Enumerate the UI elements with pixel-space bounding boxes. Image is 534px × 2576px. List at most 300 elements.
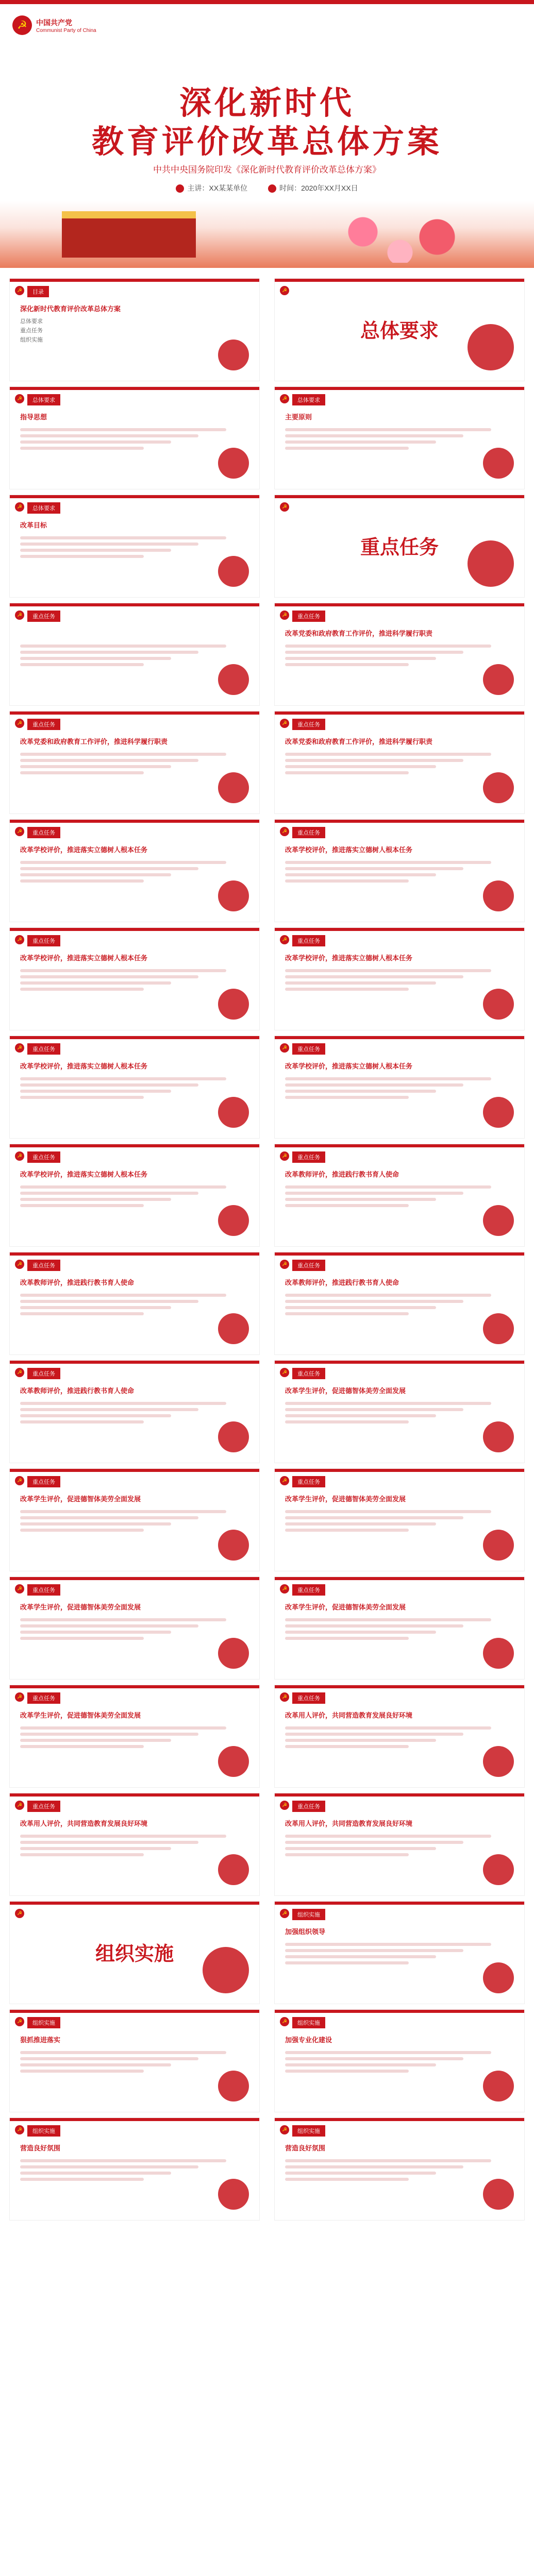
slide-red-band [275,495,524,498]
slide-heading: 狠抓推进落实 [20,2036,61,2044]
text-placeholder-line [285,1096,409,1099]
party-emblem-icon: ☭ [280,1476,289,1485]
slide-row [0,1036,534,1144]
text-placeholder-line [285,1726,491,1730]
slide-red-band [10,495,259,498]
text-placeholder-line [285,434,463,437]
date-meta [268,183,358,193]
slide-tag: 重点任务 [27,1692,60,1704]
text-placeholder-line [285,867,463,870]
section-title: 总体要求 [360,319,439,342]
slide-body [20,1832,249,1859]
slide-tag: 组织实施 [292,2125,325,2137]
slide-tag: 总体要求 [27,502,60,514]
text-placeholder-line [20,536,226,539]
slide-body [285,966,514,994]
text-placeholder-line [285,645,491,648]
text-placeholder-line [285,1185,491,1189]
text-placeholder-line [285,1943,491,1946]
slide-thumbnail[interactable] [274,1144,525,1247]
text-placeholder-line [20,440,171,444]
decorative-red-shape-icon [483,2071,514,2102]
presenter-label: 主讲：XX某某单位 [187,184,248,192]
decorative-red-shape-icon [483,448,514,479]
decorative-red-shape-icon [218,2179,249,2210]
slide-body [285,641,514,669]
decorative-red-shape-icon [483,1638,514,1669]
slide-heading: 改革目标 [20,521,47,529]
party-emblem-icon: ☭ [280,719,289,728]
slide-thumbnail[interactable] [9,603,260,706]
decorative-red-shape-icon [483,1854,514,1885]
text-placeholder-line [20,1414,171,1417]
slide-red-band [275,1793,524,1797]
slide-thumbnail[interactable] [9,1901,260,2004]
slide-heading: 改革学生评价，促进德智体美劳全面发展 [285,1495,406,1503]
slide-tag: 重点任务 [292,1584,325,1596]
text-placeholder-line [20,1745,144,1748]
text-placeholder-line [285,1529,409,1532]
slide-thumbnail[interactable] [274,495,525,598]
slide-red-band [10,711,259,715]
text-placeholder-line [20,753,226,756]
text-placeholder-line [285,1294,491,1297]
decorative-red-shape-icon [218,1313,249,1344]
slide-thumbnail[interactable] [9,1252,260,1355]
slide-thumbnail[interactable] [274,1252,525,1355]
slide-body [20,1291,249,1318]
slide-heading: 改革用人评价，共同营造教育发展良好环境 [20,1820,148,1827]
text-placeholder-line [20,1402,226,1405]
text-placeholder-line [20,645,226,648]
party-emblem-icon: ☭ [280,1692,289,1702]
slide-row [0,495,534,603]
top-red-bar [0,0,534,4]
decorative-red-shape-icon [218,664,249,695]
text-placeholder-line [285,1077,491,1080]
slide-red-band [10,2118,259,2121]
text-placeholder-line [285,1306,436,1309]
slide-thumbnail[interactable] [9,2117,260,2221]
text-placeholder-line [285,2057,463,2060]
text-placeholder-line [20,1835,226,1838]
slide-body [285,1615,514,1643]
text-placeholder-line [285,1414,436,1417]
text-placeholder-line [20,765,171,768]
party-emblem-icon: ☭ [15,2017,24,2026]
text-placeholder-line [20,543,198,546]
text-placeholder-line [285,440,436,444]
decorative-red-shape-icon [483,1421,514,1452]
slide-heading: 改革学校评价，推进落实立德树人根本任务 [20,1062,148,1070]
slide-body-item: 总体要求 [20,318,43,325]
slide-tag: 组织实施 [292,1909,325,1920]
slide-heading: 改革学生评价，促进德智体美劳全面发展 [20,1711,141,1719]
text-placeholder-line [20,1420,144,1423]
slide-body [285,1832,514,1859]
decorative-red-shape-icon [218,448,249,479]
slide-thumbnail[interactable] [9,819,260,922]
text-placeholder-line [285,1090,436,1093]
decorative-red-shape-icon [218,772,249,803]
party-emblem-icon: ☭ [15,1801,24,1810]
slide-red-band [10,1793,259,1797]
slide-thumbnail[interactable] [9,386,260,489]
slide-heading: 改革党委和政府教育工作评价，推进科学履行职责 [20,738,168,745]
slide-red-band [10,603,259,606]
decorative-red-shape-icon [483,1097,514,1128]
slide-body [285,2048,514,2076]
text-placeholder-line [20,969,226,972]
slide-row [0,1685,534,1793]
slide-tag: 重点任务 [27,1260,60,1271]
party-emblem-icon: ☭ [15,1584,24,1594]
decorative-red-shape-icon [483,989,514,1020]
slide-heading: 改革教师评价，推进践行教书育人使命 [20,1387,135,1395]
slide-thumbnail[interactable] [274,1685,525,1788]
text-placeholder-line [285,1955,436,1958]
slide-body [285,2156,514,2184]
slide-red-band [10,1144,259,1147]
decorative-red-shape-icon [483,1205,514,1236]
party-emblem-icon: ☭ [15,1043,24,1053]
slide-body [285,858,514,886]
party-emblem-icon: ☭ [15,1151,24,1161]
slide-body [285,1507,514,1535]
slide-thumbnail[interactable] [274,2009,525,2112]
section-title: 重点任务 [360,535,439,558]
party-emblem-icon: ☭ [15,394,24,403]
text-placeholder-line [285,1733,463,1736]
cover-subtitle: 中共中央国务院印发《深化新时代教育评价改革总体方案》 [153,165,381,175]
slide-heading: 改革学校评价，推进落实立德树人根本任务 [285,1062,413,1070]
slide-body [20,1723,249,1751]
text-placeholder-line [285,879,409,883]
slide-heading: 改革学生评价，促进德智体美劳全面发展 [285,1387,406,1395]
text-placeholder-line [20,2051,226,2054]
tiananmen-gate-icon [62,211,196,258]
slide-thumbnail[interactable] [274,386,525,489]
text-placeholder-line [20,663,144,666]
slide-thumbnail[interactable] [274,1036,525,1139]
party-emblem-icon: ☭ [15,719,24,728]
decorative-red-shape-icon [218,1097,249,1128]
text-placeholder-line [285,1739,436,1742]
slide-row [0,1144,534,1252]
text-placeholder-line [285,663,409,666]
party-emblem-icon: ☭ [280,2125,289,2134]
calendar-icon [268,184,276,193]
slide-thumbnail[interactable] [9,1577,260,1680]
slide-thumbnail[interactable] [274,1468,525,1571]
text-placeholder-line [20,555,144,558]
slide-body [285,1399,514,1427]
decorative-red-shape-icon [483,1746,514,1777]
text-placeholder-line [20,867,198,870]
party-emblem-icon: ☭ [280,1368,289,1377]
decorative-red-shape-icon [218,340,249,370]
party-emblem-icon: ☭ [15,935,24,944]
slide-tag: 重点任务 [292,1368,325,1379]
decorative-red-shape-icon [218,556,249,587]
text-placeholder-line [285,2159,491,2162]
slide-red-band [275,2118,524,2121]
party-emblem-icon: ☭ [280,2017,289,2026]
party-logo [12,15,96,35]
text-placeholder-line [285,1198,436,1201]
slide-body [20,966,249,994]
text-placeholder-line [20,861,226,864]
slide-body [20,317,249,345]
cover-title-line2: 教育评价改革总体方案 [91,123,442,160]
text-placeholder-line [285,969,491,972]
slide-tag: 重点任务 [292,1260,325,1271]
text-placeholder-line [20,1510,226,1513]
slide-thumbnail[interactable] [9,927,260,1030]
decorative-red-shape-icon [218,989,249,1020]
slide-thumbnail[interactable] [274,927,525,1030]
slide-red-band [275,603,524,606]
decorative-red-shape-icon [483,1962,514,1993]
slide-body [285,1074,514,1102]
text-placeholder-line [20,1624,198,1628]
slide-tag: 重点任务 [292,1151,325,1163]
slide-tag: 重点任务 [27,1151,60,1163]
slide-body [20,750,249,777]
text-placeholder-line [20,1294,226,1297]
text-placeholder-line [285,873,436,876]
cover-title-line1: 深化新时代 [179,84,355,122]
slide-body [20,2048,249,2076]
date-label: 时间：2020年XX月XX日 [279,184,358,192]
slide-thumbnail[interactable] [274,1577,525,1680]
slide-red-band [275,1361,524,1364]
slide-thumbnail[interactable] [274,711,525,814]
slide-heading: 主要原则 [285,413,312,421]
text-placeholder-line [20,1096,144,1099]
slide-tag: 重点任务 [292,1692,325,1704]
slide-row [0,2009,534,2117]
text-placeholder-line [285,1853,409,1856]
party-emblem-icon: ☭ [280,394,289,403]
slide-row [0,1901,534,2009]
slide-tag: 重点任务 [27,719,60,730]
cover-meta [0,183,534,193]
slide-red-band [10,1469,259,1472]
party-emblem-icon: ☭ [280,935,289,944]
text-placeholder-line [20,1306,171,1309]
slide-heading: 深化新时代教育评价改革总体方案 [20,305,121,313]
text-placeholder-line [20,1739,171,1742]
text-placeholder-line [20,1618,226,1621]
text-placeholder-line [285,771,409,774]
party-emblem-icon: ☭ [15,502,24,512]
slide-body [285,1291,514,1318]
slide-heading: 改革教师评价，推进践行教书育人使命 [20,1279,135,1286]
slide-tag: 重点任务 [292,719,325,730]
text-placeholder-line [285,988,409,991]
decorative-red-shape-icon [468,324,514,370]
slide-body [20,858,249,886]
decorative-red-shape-icon [218,1854,249,1885]
text-placeholder-line [285,1841,463,1844]
text-placeholder-line [20,2159,226,2162]
slide-heading: 改革教师评价，推进践行教书育人使命 [285,1279,399,1286]
text-placeholder-line [285,1624,463,1628]
text-placeholder-line [20,1312,144,1315]
slide-heading: 改革用人评价，共同营造教育发展良好环境 [285,1820,413,1827]
text-placeholder-line [285,1312,409,1315]
text-placeholder-line [20,549,171,552]
slide-heading: 改革学校评价，推进落实立德树人根本任务 [20,954,148,962]
slide-red-band [10,1685,259,1688]
slide-thumbnail[interactable] [9,1685,260,1788]
slide-red-band [10,279,259,282]
text-placeholder-line [20,1516,198,1519]
text-placeholder-line [285,1961,409,1964]
slide-row [0,1468,534,1577]
text-placeholder-line [20,1300,198,1303]
slide-tag: 总体要求 [292,394,325,405]
slide-heading: 改革学生评价，促进德智体美劳全面发展 [285,1603,406,1611]
slide-tag: 重点任务 [27,827,60,838]
slide-heading: 改革党委和政府教育工作评价，推进科学履行职责 [285,738,433,745]
party-emblem-icon: ☭ [280,611,289,620]
text-placeholder-line [285,2172,436,2175]
slide-thumbnail[interactable] [9,1144,260,1247]
text-placeholder-line [20,1847,171,1850]
slide-tag: 重点任务 [27,1584,60,1596]
party-emblem-icon: ☭ [15,286,24,295]
slide-heading: 改革教师评价，推进践行教书育人使命 [285,1171,399,1178]
logo-text-cn: 中国共产党 [36,18,72,27]
text-placeholder-line [20,447,144,450]
text-placeholder-line [285,1204,409,1207]
party-emblem-icon: ☭ [280,1043,289,1053]
slide-row [0,819,534,927]
slide-thumbnail[interactable] [9,278,260,381]
text-placeholder-line [20,1522,171,1526]
slide-red-band [10,1252,259,1256]
slide-tag: 重点任务 [292,1801,325,1812]
slide-body [20,1074,249,1102]
text-placeholder-line [285,1522,436,1526]
slide-row [0,278,534,386]
decorative-red-shape-icon [218,880,249,911]
text-placeholder-line [285,759,463,762]
slide-red-band [275,1469,524,1472]
party-emblem-icon: ☭ [280,286,289,295]
slide-heading: 营造良好氛围 [285,2144,326,2152]
text-placeholder-line [20,1204,144,1207]
slide-thumbnail[interactable] [9,2009,260,2112]
slide-heading: 改革党委和政府教育工作评价，推进科学履行职责 [285,630,433,637]
slide-red-band [275,928,524,931]
party-emblem-icon: ☭ [15,1368,24,1377]
slide-thumbnail[interactable] [274,1793,525,1896]
slide-thumbnail[interactable] [9,1036,260,1139]
text-placeholder-line [285,981,436,985]
slide-red-band [275,820,524,823]
text-placeholder-line [20,759,198,762]
text-placeholder-line [285,1847,436,1850]
slide-body [285,1182,514,1210]
slide-heading: 改革用人评价，共同营造教育发展良好环境 [285,1711,413,1719]
slide-red-band [10,1577,259,1580]
slide-tag: 重点任务 [27,935,60,946]
slide-row [0,386,534,495]
text-placeholder-line [20,2178,144,2181]
slide-row [0,1577,534,1685]
slide-thumbnail[interactable] [9,711,260,814]
party-emblem-icon: ☭ [15,1260,24,1269]
slide-tag: 重点任务 [292,935,325,946]
text-placeholder-line [285,428,491,431]
slide-red-band [275,279,524,282]
text-placeholder-line [20,657,171,660]
slide-thumbnail[interactable] [274,2117,525,2221]
party-emblem-icon: ☭ [15,2125,24,2134]
slide-red-band [10,387,259,390]
decorative-red-shape-icon [483,880,514,911]
logo-text-en: Communist Party of China [36,27,96,33]
text-placeholder-line [285,2070,409,2073]
slide-thumbnail[interactable] [9,1360,260,1463]
decorative-red-shape-icon [218,1530,249,1561]
text-placeholder-line [285,1420,409,1423]
text-placeholder-line [285,753,491,756]
slide-thumbnail[interactable] [274,278,525,381]
slide-heading: 改革学校评价，推进落实立德树人根本任务 [285,846,413,854]
text-placeholder-line [285,1949,463,1952]
text-placeholder-line [285,1083,463,1087]
text-placeholder-line [20,428,226,431]
slide-thumbnail[interactable] [274,1360,525,1463]
slide-body-item: 重点任务 [20,328,43,334]
slide-heading: 改革学生评价，促进德智体美劳全面发展 [20,1495,141,1503]
slide-thumbnail[interactable] [274,603,525,706]
slide-thumbnail[interactable] [274,1901,525,2004]
text-placeholder-line [285,2051,491,2054]
slide-heading: 改革学校评价，推进落实立德树人根本任务 [20,846,148,854]
text-placeholder-line [285,2063,436,2066]
party-emblem-icon: ☭ [280,1909,289,1918]
text-placeholder-line [20,1631,171,1634]
slide-heading: 改革学校评价，推进落实立德树人根本任务 [20,1171,148,1178]
party-emblem-icon: ☭ [12,15,32,35]
slide-heading: 改革学生评价，促进德智体美劳全面发展 [20,1603,141,1611]
text-placeholder-line [20,651,198,654]
text-placeholder-line [285,975,463,978]
slide-thumbnail[interactable] [9,495,260,598]
slide-red-band [275,387,524,390]
text-placeholder-line [20,1408,198,1411]
slide-body [20,425,249,453]
text-placeholder-line [20,879,144,883]
decorative-red-shape-icon [483,772,514,803]
slide-thumbnail[interactable] [274,819,525,922]
text-placeholder-line [285,1516,463,1519]
slide-thumbnail[interactable] [9,1793,260,1896]
slide-red-band [10,1036,259,1039]
party-emblem-icon: ☭ [280,1151,289,1161]
text-placeholder-line [285,2178,409,2181]
slide-thumbnail[interactable] [9,1468,260,1571]
slide-red-band [275,1577,524,1580]
slide-body [20,1182,249,1210]
slide-row [0,927,534,1036]
slide-tag: 重点任务 [27,1043,60,1055]
